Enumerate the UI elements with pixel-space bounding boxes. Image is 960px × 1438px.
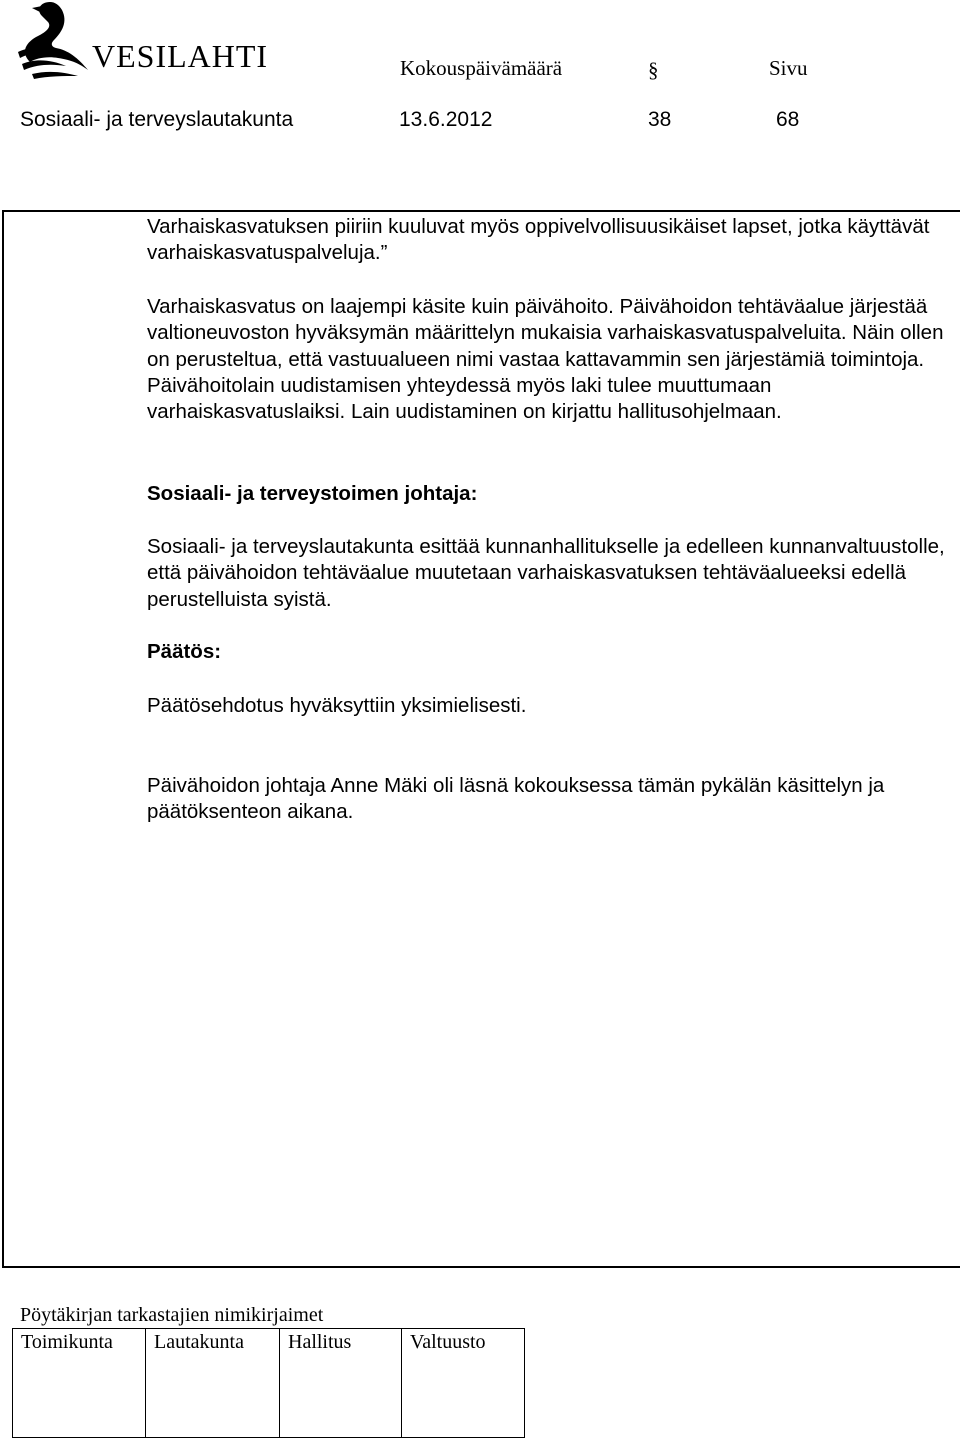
paragraph-5: Päivähoidon johtaja Anne Mäki oli läsnä kokouksessa tämän pykälän käsittelyn ja päätöksenteon aikana. bbox=[147, 774, 885, 824]
paragraph-2: Varhaiskasvatus on laajempi käsite kuin päivähoito. Päivähoidon tehtäväalue järjestää valtioneuvoston hyväksymän määrittelyn mukaisia varhaiskasvatuspalveluita. Näin ollen on perusteltua, että vastuualueen nimi vastaa kattavammin sen järjestämiä toimintoja. Päivähoitolain uudistamisen yhteydessä myös laki tulee muuttumaan varhaiskasvatuslaiksi. Lain uudistaminen on kirjattu hallitusohjelmaan. bbox=[147, 295, 944, 424]
signature-cell-toimikunta: Toimikunta bbox=[13, 1329, 146, 1438]
page-number: 68 bbox=[776, 108, 800, 131]
logo-text: VESILAHTI bbox=[92, 38, 269, 74]
signature-cell-hallitus: Hallitus bbox=[280, 1329, 402, 1438]
paragraph-4: Päätösehdotus hyväksyttiin yksimielisesti. bbox=[147, 694, 527, 717]
meeting-date: 13.6.2012 bbox=[399, 108, 493, 131]
paragraph-3: Sosiaali- ja terveyslautakunta esittää kunnanhallitukselle ja edelleen kunnanvaltuustolle, että päivähoidon tehtäväalue muutetaan varhaiskasvatuksen tehtäväalueeksi edellä perustelluista syistä. bbox=[147, 535, 945, 611]
body-name: Sosiaali- ja terveyslautakunta bbox=[20, 108, 294, 131]
signature-table bbox=[12, 1328, 525, 1438]
paragraph-1: Varhaiskasvatuksen piiriin kuuluvat myös oppivelvollisuusikäiset lapset, jotka käyttävät varhaiskasvatuspalveluja.” bbox=[147, 215, 930, 265]
section-mark: § bbox=[648, 58, 659, 82]
section-number: 38 bbox=[648, 108, 672, 131]
heading-director: Sosiaali- ja terveystoimen johtaja: bbox=[147, 482, 478, 505]
meeting-date-label: Kokouspäivämäärä bbox=[400, 56, 563, 80]
vesilahti-logo bbox=[12, 0, 272, 80]
signature-cell-lautakunta: Lautakunta bbox=[146, 1329, 280, 1438]
page-label: Sivu bbox=[769, 56, 808, 80]
heading-decision: Päätös: bbox=[147, 640, 222, 663]
signature-cell-valtuusto: Valtuusto bbox=[402, 1329, 525, 1438]
footer-title: Pöytäkirjan tarkastajien nimikirjaimet bbox=[20, 1304, 324, 1326]
